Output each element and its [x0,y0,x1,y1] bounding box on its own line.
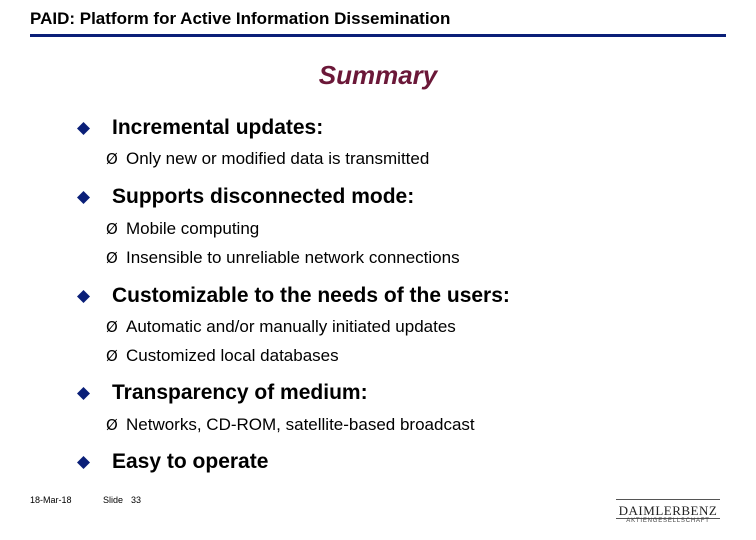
sub-bullet-label: Mobile computing [126,219,260,238]
sub-bullet-label: Insensible to unreliable network connections [126,248,460,267]
footer-slide-label: Slide [103,495,124,505]
sub-bullet-label: Only new or modified data is transmitted [126,149,430,168]
diamond-bullet-icon [77,456,90,469]
sub-bullet-item [106,218,259,240]
sub-bullet-label: Networks, CD-ROM, satellite-based broadcast [126,415,475,434]
arrow-bullet-icon: Ø [106,347,118,365]
header-divider [30,34,726,37]
header-title: PAID: Platform for Active Information Dissemination [30,9,451,28]
arrow-bullet-icon: Ø [106,249,118,267]
logo-subtext: AKTIENGESELLSCHAFT [626,518,710,524]
sub-bullet-label: Automatic and/or manually initiated updates [126,317,456,336]
bullet-label: Supports disconnected mode: [112,185,415,208]
diamond-bullet-icon [77,122,90,135]
diamond-bullet-icon [77,191,90,204]
sub-bullet-item [106,316,456,338]
sub-bullet-item [106,148,429,170]
bullet-item [77,114,323,142]
slide-title [0,60,756,91]
arrow-bullet-icon: Ø [106,318,118,336]
logo-text: DAIMLERBENZ [618,503,718,518]
bullet-label: Easy to operate [112,450,269,473]
footer-date: 18-Mar-18 [30,495,72,505]
bullet-label: Transparency of medium: [112,381,368,404]
bullet-item [77,183,414,211]
sub-bullet-item [106,345,339,367]
bullet-label: Customizable to the needs of the users: [112,284,510,307]
arrow-bullet-icon: Ø [106,220,118,238]
diamond-bullet-icon [77,290,90,303]
footer-slide-number: 33 [131,495,142,505]
company-logo [616,498,720,528]
sub-bullet-item [106,247,460,269]
bullet-item [77,448,268,476]
arrow-bullet-icon: Ø [106,416,118,434]
sub-bullet-label: Customized local databases [126,346,339,365]
sub-bullet-item [106,414,475,436]
slide-title-text: Summary [318,60,438,90]
bullet-item [77,282,510,310]
bullet-label: Incremental updates: [112,116,324,139]
bullet-item [77,379,368,407]
diamond-bullet-icon [77,387,90,400]
arrow-bullet-icon: Ø [106,150,118,168]
logo-rule-top [616,499,720,500]
